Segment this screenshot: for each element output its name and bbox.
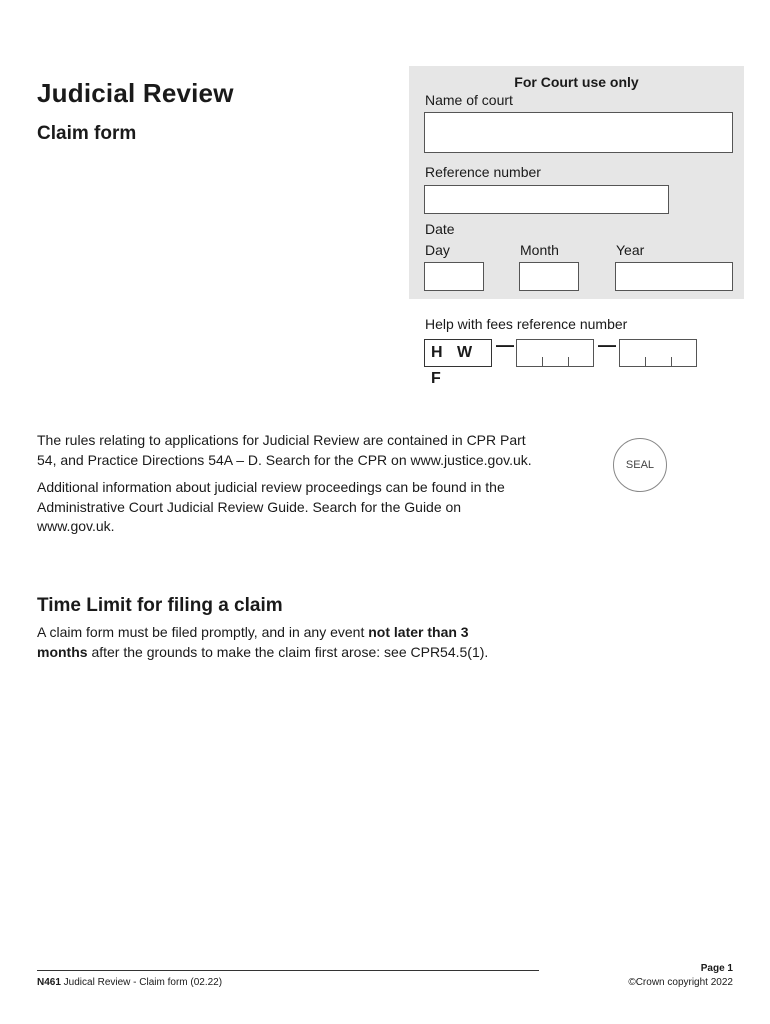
footer-right: [628, 962, 733, 990]
hwf-label: Help with fees reference number: [425, 316, 628, 332]
date-label: Date: [425, 221, 455, 237]
intro-text: [37, 431, 542, 537]
court-use-panel: [409, 66, 744, 299]
reference-number-field[interactable]: [424, 185, 669, 214]
name-of-court-field[interactable]: [424, 112, 733, 153]
court-use-heading: For Court use only: [514, 74, 639, 90]
month-field[interactable]: [519, 262, 579, 291]
name-of-court-label: Name of court: [425, 92, 513, 108]
month-label: Month: [520, 242, 559, 258]
hwf-separator-1: —: [496, 335, 514, 355]
form-name: Judical Review - Claim form (02.22): [60, 977, 223, 988]
page-number: Page 1: [700, 963, 733, 974]
intro-paragraph-2: Additional information about judicial review proceedings can be found in the Administrative Court Judicial Review Guide. Search for the Guide on www.gov.uk.: [37, 479, 505, 534]
hwf-segment-2-field[interactable]: [619, 339, 697, 367]
intro-paragraph-1: The rules relating to applications for Judicial Review are contained in CPR Part 54, and Practice Directions 54A – D. Search for the CPR on www.justice.gov.uk.: [37, 432, 532, 468]
footer-divider: [37, 970, 539, 971]
page-subtitle: Claim form: [37, 123, 137, 144]
time-limit-text: A claim form must be filed promptly, and in any event not later than 3 months after the grounds to make the claim first arose: see CPR54.5(1).: [37, 624, 489, 660]
seal-stamp: SEAL: [613, 438, 667, 492]
day-field[interactable]: [424, 262, 484, 291]
hwf-separator-2: —: [598, 335, 616, 355]
form-code: N461: [37, 977, 61, 988]
hwf-segment-1-field[interactable]: [516, 339, 594, 367]
page-title: Judicial Review: [37, 78, 234, 108]
copyright: ©Crown copyright 2022: [628, 977, 733, 988]
day-label: Day: [425, 242, 450, 258]
year-field[interactable]: [615, 262, 733, 291]
footer-form-reference: [37, 977, 222, 988]
hwf-prefix: H W F: [424, 339, 492, 367]
time-limit-heading: Time Limit for filing a claim: [37, 595, 283, 616]
year-label: Year: [616, 242, 645, 258]
reference-number-label: Reference number: [425, 164, 541, 180]
